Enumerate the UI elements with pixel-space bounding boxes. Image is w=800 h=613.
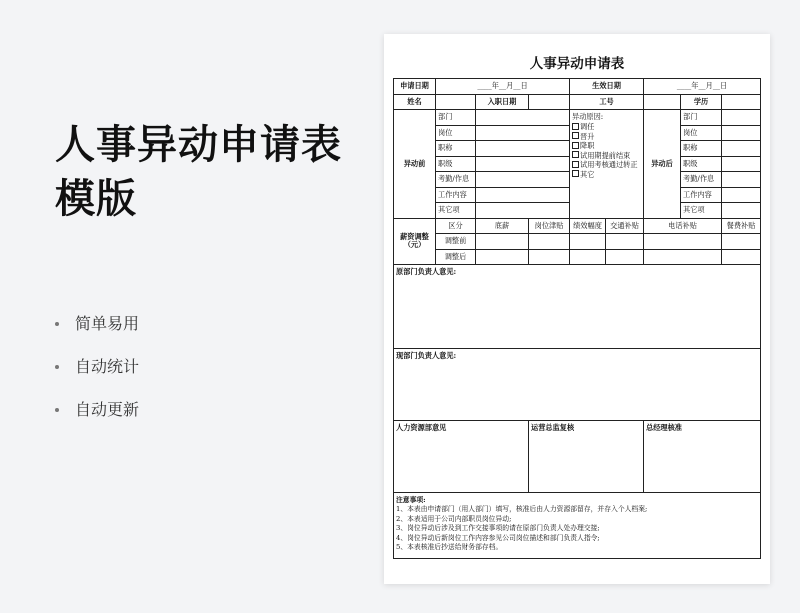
bullet-dot-icon — [55, 322, 59, 326]
promo-title — [55, 118, 375, 226]
notes-title: 注意事项: — [396, 496, 426, 504]
salary-cell[interactable] — [606, 249, 644, 265]
salary-cell[interactable] — [644, 234, 722, 250]
before-field-label: 职级 — [436, 156, 476, 172]
feature-item — [55, 398, 139, 441]
education-label: 学历 — [681, 94, 722, 110]
orig-dept-opinion-box[interactable] — [394, 265, 761, 349]
reason-option[interactable]: 试用考核通过转正 — [572, 160, 641, 170]
before-field-label: 工作内容 — [436, 187, 476, 203]
before-field-value[interactable] — [476, 141, 570, 157]
education-field[interactable] — [722, 94, 761, 110]
checkbox-icon[interactable] — [572, 151, 579, 158]
checkbox-icon[interactable] — [572, 170, 579, 177]
salary-row-label: 调整前 — [436, 234, 476, 250]
after-field-value[interactable] — [722, 187, 761, 203]
notes-box — [394, 493, 761, 559]
reason-cell — [570, 110, 644, 219]
gm-approval-label: 总经理核准 — [646, 423, 682, 432]
before-field-value[interactable] — [476, 125, 570, 141]
after-field-value[interactable] — [722, 203, 761, 219]
hr-opinion-label: 人力资源部意见 — [396, 423, 447, 432]
reason-option[interactable]: 降职 — [572, 141, 641, 151]
before-field-label: 其它项 — [436, 203, 476, 219]
join-date-label: 入职日期 — [476, 94, 529, 110]
after-label: 异动后 — [644, 110, 681, 219]
after-field-label: 其它项 — [681, 203, 722, 219]
feature-label: 自动更新 — [75, 400, 140, 419]
reason-option[interactable]: 其它 — [572, 170, 641, 180]
salary-cell[interactable] — [529, 234, 570, 250]
before-field-label: 职称 — [436, 141, 476, 157]
after-field-value[interactable] — [722, 141, 761, 157]
promo-title-line1: 人事异动申请表 — [55, 122, 342, 168]
ops-review-label: 运营总监复核 — [531, 423, 575, 432]
before-field-label: 部门 — [436, 110, 476, 126]
apply-date-label: 申请日期 — [394, 79, 436, 95]
salary-header: 绩效幅度 — [570, 218, 606, 234]
checkbox-icon[interactable] — [572, 123, 579, 130]
promo-title-line2: 模版 — [55, 176, 137, 222]
join-date-field[interactable] — [529, 94, 570, 110]
salary-header: 底薪 — [476, 218, 529, 234]
ops-review-box[interactable] — [529, 421, 644, 493]
checkbox-icon[interactable] — [572, 132, 579, 139]
reason-option[interactable]: 试用期提前结束 — [572, 151, 641, 161]
new-dept-opinion-label: 现部门负责人意见: — [396, 351, 457, 360]
after-field-value[interactable] — [722, 110, 761, 126]
salary-cell[interactable] — [570, 234, 606, 250]
salary-header: 交通补贴 — [606, 218, 644, 234]
before-field-value[interactable] — [476, 172, 570, 188]
salary-cell[interactable] — [570, 249, 606, 265]
before-label: 异动前 — [394, 110, 436, 219]
after-field-value[interactable] — [722, 156, 761, 172]
bullet-dot-icon — [55, 408, 59, 412]
after-field-label: 职级 — [681, 156, 722, 172]
after-field-value[interactable] — [722, 125, 761, 141]
salary-cell[interactable] — [606, 234, 644, 250]
before-field-value[interactable] — [476, 156, 570, 172]
salary-cell[interactable] — [722, 249, 761, 265]
salary-cell[interactable] — [722, 234, 761, 250]
salary-header: 电话补贴 — [644, 218, 722, 234]
name-field[interactable] — [436, 94, 476, 110]
salary-cell[interactable] — [476, 249, 529, 265]
note-line: 4、岗位异动后新岗位工作内容参见公司岗位描述和部门负责人指令; — [396, 533, 600, 542]
orig-dept-opinion-label: 原部门负责人意见: — [396, 267, 457, 276]
name-label: 姓名 — [394, 94, 436, 110]
bullet-dot-icon — [55, 365, 59, 369]
apply-date-field[interactable]: ____年__月__日 — [436, 79, 570, 95]
note-line: 1、本表由申请部门（用人部门）填写，核准后由人力资源部留存，并存入个人档案; — [396, 505, 648, 514]
feature-label: 自动统计 — [75, 357, 140, 376]
note-line: 5、本表核准后抄送给财务部存档。 — [396, 543, 503, 552]
reason-title: 异动原因: — [572, 112, 604, 121]
form-title: 人事异动申请表 — [529, 56, 625, 72]
effective-date-label: 生效日期 — [570, 79, 644, 95]
form-sheet — [384, 34, 770, 584]
new-dept-opinion-box[interactable] — [394, 349, 761, 421]
salary-header: 区分 — [436, 218, 476, 234]
note-line: 3、岗位异动后涉及到工作交接事项的请在原部门负责人处办理交接; — [396, 524, 600, 533]
feature-list — [55, 312, 139, 441]
salary-cell[interactable] — [476, 234, 529, 250]
after-field-label: 工作内容 — [681, 187, 722, 203]
salary-header: 岗位津贴 — [529, 218, 570, 234]
salary-row-label: 调整后 — [436, 249, 476, 265]
reason-option[interactable]: 调任 — [572, 122, 641, 132]
checkbox-icon[interactable] — [572, 161, 579, 168]
checkbox-icon[interactable] — [572, 142, 579, 149]
effective-date-field[interactable]: ____年__月__日 — [644, 79, 761, 95]
form-table — [393, 78, 761, 559]
before-field-value[interactable] — [476, 110, 570, 126]
hr-opinion-box[interactable] — [394, 421, 529, 493]
after-field-label: 岗位 — [681, 125, 722, 141]
salary-cell[interactable] — [644, 249, 722, 265]
after-field-value[interactable] — [722, 172, 761, 188]
before-field-value[interactable] — [476, 187, 570, 203]
after-field-label: 部门 — [681, 110, 722, 126]
after-field-label: 职称 — [681, 141, 722, 157]
after-field-label: 考勤/作息 — [681, 172, 722, 188]
note-line: 2、本表适用于公司内部职员岗位异动; — [396, 514, 512, 523]
feature-item — [55, 312, 139, 355]
before-field-value[interactable] — [476, 203, 570, 219]
reason-option[interactable]: 晋升 — [572, 132, 641, 142]
salary-cell[interactable] — [529, 249, 570, 265]
salary-label: 薪资调整 （元） — [394, 218, 436, 265]
salary-header: 餐费补贴 — [722, 218, 761, 234]
gm-approval-box[interactable] — [644, 421, 761, 493]
feature-item — [55, 355, 139, 398]
feature-label: 简单易用 — [75, 314, 140, 333]
emp-no-field[interactable] — [644, 94, 681, 110]
before-field-label: 岗位 — [436, 125, 476, 141]
before-field-label: 考勤/作息 — [436, 172, 476, 188]
emp-no-label: 工号 — [570, 94, 644, 110]
